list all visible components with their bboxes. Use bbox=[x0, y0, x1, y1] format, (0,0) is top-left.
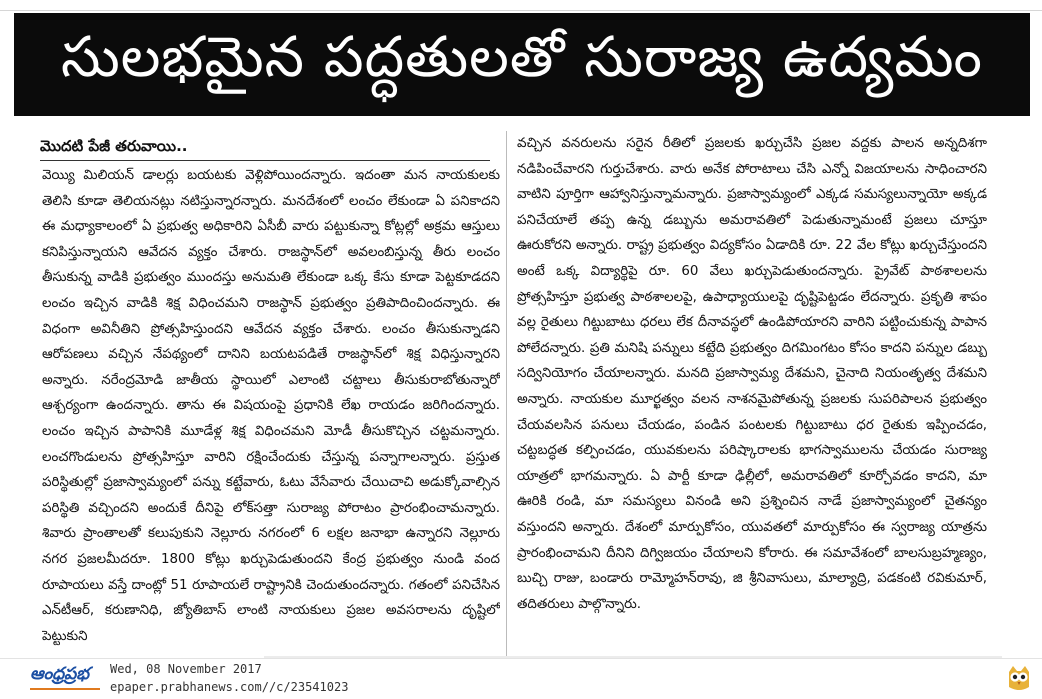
publisher-logo: ఆంధ్రప్రభ bbox=[30, 662, 100, 690]
article-column-2 bbox=[517, 131, 987, 657]
clip-url[interactable]: epaper.prabhanews.com//c/23541023 bbox=[110, 680, 349, 694]
headline: సులభమైన పద్ధతులతో సురాజ్య ఉద్యమం bbox=[14, 13, 1030, 116]
article-column-2-text: వచ్చిన వనరులను సరైన రీతిలో ప్రజలకు ఖర్చుచేసి ప్రజల వద్దకు పాలన అన్నదిశగా నడిపించేవారని గుర్తుచేశారు. వారు అనేక పోరాటాలు చేసి ఎన్నో విజయాలను సాధించారని వాటిని పూర్తిగా ఆహ్వానిస్తున్నామన్నారు. ప్రజాస్వామ్యంలో ఎక్కడ సమస్యలున్నాయో అక్కడ పనిచేయాలే తప్ప ఉన్న డబ్బును అమరావతిలో పెడుతున్నామంటే ప్రజలు చూస్తూ ఊరుకోరని అన్నారు. రాష్ట్ర ప్రభుత్వం విద్యకోసం ఏడాదికి రూ. 22 వేల కోట్లు ఖర్చుచేస్తుందని అంటే ఒక్క విద్యార్థిపై రూ. 60 వేలు ఖర్చుపెడుతుందన్నారు. ప్రైవేట్ పాఠశాలలను ప్రోత్సహిస్తూ ప్రభుత్వ పాఠశాలలపై, ఉపాధ్యాయులపై దృష్టిపెట్టడం లేదన్నారు. ప్రకృతి శాపం వల్ల రైతులు గిట్టుబాటు ధరలు లేక దీనావస్థలో ఉండిపోయారని వారిని పట్టించుకున్న పాపాన పోలేదన్నారు. ప్రతి మనిషి పన్నులు కట్టేది ప్రభుత్వం దిగమింగటం కోసం కాదని పన్నుల డబ్బు సద్వినియోగం చేయాలన్నారు. మనది ప్రజాస్వామ్య దేశమని, చైనాది నియంతృత్వ దేశమని అన్నారు. నాయకుల మూర్ఖత్వం వలన నాశనమైపోతున్న ప్రజలకు సుపరిపాలన ప్రభుత్వం చేయవలసిన పనులు చేయడం, పండిన పంటలకు గిట్టుబాటు ధర రైతుకు ఇప్పించడం, చట్టబద్ధత కల్పించడం, యువకులను పరిష్కారాలకు భాగస్వాములను చేయడం సురాజ్య యాత్రలో భాగమన్నారు. ఏ పార్టీ కూడా ఢిల్లీలో, అమరావతిలో కూర్చోవడం కాదని, మా ఊరికి రండి, మా సమస్యలు వినండి అని ప్రశ్నించిన నాడే ప్రజాస్వామ్యంలో చైతన్యం వస్తుందని అన్నారు. దేశంలో మార్పుకోసం, యువతలో మార్పుకోసం ఈ స్వరాజ్య యాత్రను ప్రారంభించామని దీనిని దిగ్విజయం చేయాలని కోరారు. ఈ సమావేశంలో బాలసుబ్రహ్మణ్యం, బుచ్చి రాజు, బండారు రామ్మోహన్‌రావు, జి శ్రీనివాసులు, మాల్యాద్రి, పడకంటి రవికుమార్, తదితరులు పాల్గొన్నారు. bbox=[517, 136, 987, 612]
kicker-label: మొదటి పేజీ తరువాయి.. bbox=[40, 134, 490, 161]
article-column-1-text: వెయ్యి మిలియన్ డాలర్లు బయటకు వెళ్లిపోయిందన్నారు. ఇదంతా మన నాయకులకు తెలిసి కూడా తెలియనట్లు నటిస్తున్నారన్నారు. మనదేశంలో లంచం లేకుండా ఏ పనికాదని ఈ మధ్యాకాలంలో ఏ ప్రభుత్వ అధికారిని ఏసీబీ వారు పట్టుకున్నా కోట్లల్లో అక్రమ ఆస్తులు కనిపిస్తున్నాయని ఆవేదన వ్యక్తం చేశారు. రాజస్థాన్‌లో అవలంబిస్తున్న తీరు లంచం తీసుకున్న వాడికి ప్రభుత్వం ముందస్తు అనుమతి లేకుండా ఒక్క కేసు కూడా పెట్టకూడదని లంచం ఇచ్చిన వాడికి శిక్ష విధించమని రాజస్థాన్ ప్రభుత్వం ప్రతిపాదించిందన్నారు. ఈ విధంగా అవినీతిని ప్రోత్సహిస్తుందని ఆవేదన వ్యక్తం చేశారు. లంచం తీసుకున్నాడని ఆరోపణలు వచ్చిన నేపథ్యంలో దానిని బయటపడితే రాజస్థాన్‌లో శిక్ష విధిస్తున్నారని అన్నారు. నరేంద్రమోడి జాతీయ స్థాయిలో ఎలాంటి చట్టాలు తీసుకురాబోతున్నారో ఆశ్చర్యంగా ఉందన్నారు. తాను ఈ విషయంపై ప్రధానికి లేఖ రాయడం జరిగిందన్నారు. లంచం ఇచ్చిన పాపానికి మూడేళ్ల శిక్ష విధించమని మోడీ తీసుకొచ్చిన చట్టమన్నారు. లంచగొండులను ప్రోత్సహిస్తూ వారిని రక్షించేందుకు చేస్తున్న పన్నాగాలన్నారు. ప్రస్తుత పరిస్థితుల్లో ప్రజాస్వామ్యంలో పన్ను కట్టేవారు, ఓటు వేసేవారు చేయిచాచి అడుక్కోవాల్సిన పరిస్థితి వచ్చిందని అందుకే దీనిపై లోక్‌సత్తా సురాజ్య పోరాటం ప్రారంభించామన్నారు. శివారు ప్రాంతాలతో కలుపుకుని నెల్లూరు నగరంలో 6 లక్షల జనాభా ఉన్నారని నెల్లూరు నగర ప్రజలమీదరూ. 1800 కోట్లు ఖర్చుపెడుతుందని కేంద్ర ప్రభుత్వం నుండి వంద రూపాయలు వస్తే దాంట్లో 51 రూపాయలే రాష్ట్రానికి చెందుతుందన్నారు. గతంలో పనిచేసిన ఎన్‌టీఆర్, కరుణానిధి, జ్యోతిబాస్ లాంటి నాయకులు ప్రజల అవసరాలను దృష్టిలో పెట్టుకుని bbox=[42, 168, 500, 644]
article-column-1 bbox=[42, 163, 500, 657]
top-strip bbox=[0, 0, 1042, 11]
owl-icon[interactable] bbox=[1004, 663, 1034, 693]
edition-date: Wed, 08 November 2017 bbox=[110, 662, 262, 676]
column-divider bbox=[506, 131, 507, 657]
